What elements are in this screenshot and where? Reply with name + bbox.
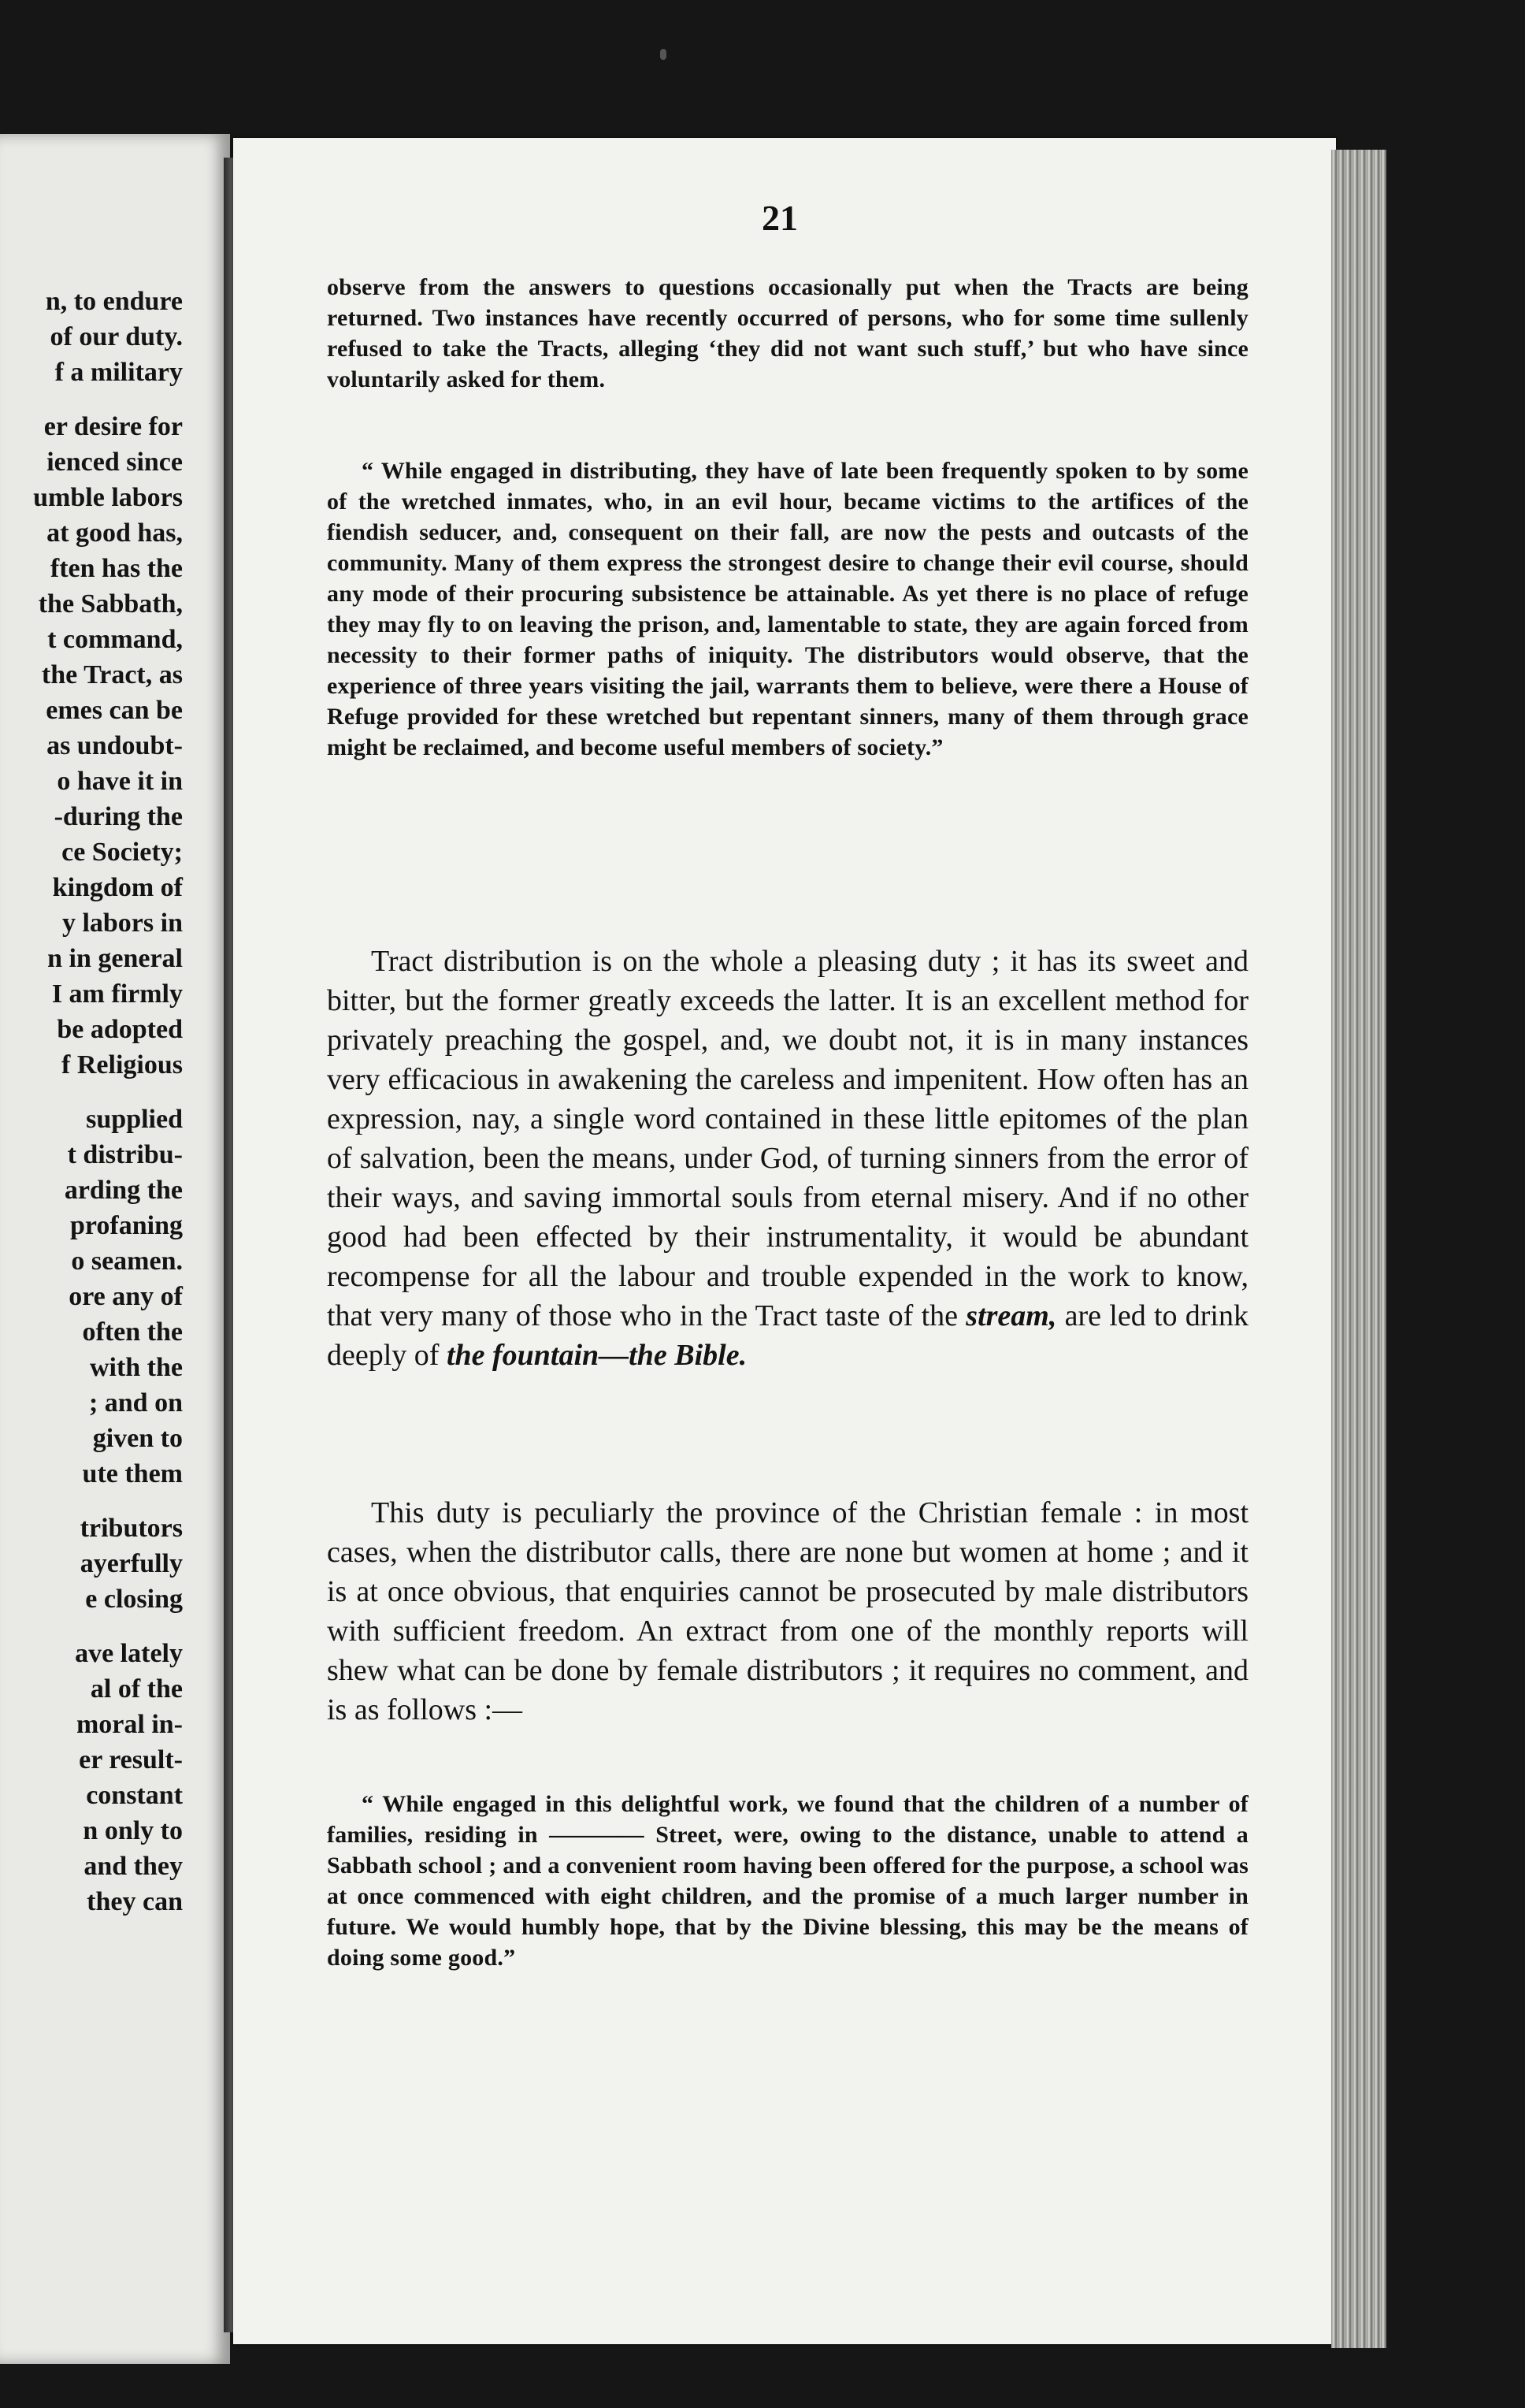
left-page-line: be adopted	[57, 1015, 183, 1044]
left-page-line: arding the	[64, 1176, 183, 1205]
left-page-line: profaning	[70, 1211, 183, 1240]
paragraph-tract-main: Tract distribution is on the whole a pleasing duty ; it has its sweet and bitter, but the former greatly exceeds the latter. It is an excellent method for privately preaching the gospel, and, we doubt not, it is in many instances very efficacious in awakening the careless and impenitent. How often has an expression, nay, a single word contained in these little epitomes of the plan of salvation, been the means, under God, of turning sinners from the error of their ways, and saving immortal souls from eternal misery. And if no other good had been effected by their instrumentality, it would be abundant recompense for all the labour and trouble expended in the work to know, that very many of those who in the Tract taste of the	[327, 945, 1249, 1332]
left-page-line	[0, 1617, 183, 1636]
left-page-line: ce Society;	[61, 838, 183, 867]
left-page-line: n in general	[47, 944, 183, 973]
left-page-line	[0, 1492, 183, 1511]
quote-returned-tracts	[327, 272, 1249, 395]
page-number: 21	[762, 198, 798, 238]
emphasis-fountain: the fountain—the Bible.	[446, 1339, 748, 1372]
left-page-line: ften has the	[50, 554, 183, 583]
left-page-line: t command,	[47, 625, 183, 654]
left-page-line: o seamen.	[71, 1247, 183, 1276]
left-page-line: e closing	[85, 1585, 183, 1614]
left-page-line: often the	[82, 1317, 183, 1347]
left-page-line: emes can be	[46, 696, 183, 725]
left-page-line: and they	[83, 1852, 183, 1881]
left-page-line: er result-	[79, 1745, 183, 1774]
left-page-line: constant	[86, 1781, 183, 1810]
left-page-text-column	[0, 284, 183, 1919]
quote-returned-tracts-text: observe from the answers to questions occasionally put when the Tracts are being returned. Two instances have recently occurred of persons, who for some time sullenly refused to take the Tracts, alleging ‘they did not want such stuff,’ but who have since voluntarily asked for them.	[327, 274, 1249, 392]
left-page-line: the Tract, as	[41, 660, 183, 689]
left-page-line: n, to endure	[45, 287, 183, 316]
ink-speck	[660, 49, 666, 60]
left-page-line: of our duty.	[50, 322, 183, 351]
left-facing-page	[0, 134, 230, 2364]
left-page-line: given to	[92, 1424, 183, 1453]
quote-sabbath-school-text: “ While engaged in this delightful work, we found that the children of a number of families, residing in ———— Street, were, owing to the distance, unable to attend a Sabbath school ; and a convenient room having been offered for the purpose, a school was at once commenced with eight children, and the promise of a much larger number in future. We would humbly hope, that by the Divine blessing, this may be the means of doing some good.”	[327, 1791, 1249, 1971]
left-page-line: f Religious	[61, 1050, 183, 1080]
left-page-line: I am firmly	[51, 979, 183, 1009]
left-page-line: y labors in	[61, 909, 183, 938]
left-page-line: they can	[87, 1887, 183, 1916]
emphasis-stream: stream,	[966, 1299, 1057, 1332]
left-page-line: tributors	[80, 1514, 183, 1543]
left-page-line: at good has,	[46, 518, 183, 548]
left-page-line: ore any of	[69, 1282, 183, 1311]
paragraph-christian-female	[327, 1493, 1249, 1730]
quote-sabbath-school	[327, 1789, 1249, 1973]
left-page-line: as undoubt-	[46, 731, 183, 760]
paragraph-tract-mid: are led to drink deeply of	[327, 1299, 1249, 1372]
left-page-line: ienced since	[46, 448, 183, 477]
left-page-line: ; and on	[88, 1388, 183, 1418]
left-page-line	[0, 1083, 183, 1102]
left-page-line: ute them	[82, 1459, 183, 1488]
left-page-line: o have it in	[57, 767, 183, 796]
left-page-line: n only to	[83, 1816, 183, 1845]
left-page-line: ave lately	[75, 1639, 183, 1668]
left-page-line: f a military	[54, 358, 183, 387]
paragraph-tract-distribution	[327, 942, 1249, 1375]
left-page-line: kingdom of	[52, 873, 183, 902]
left-page-line: ayerfully	[80, 1549, 183, 1578]
left-page-line: the Sabbath,	[38, 589, 183, 619]
paragraph-christian-female-text: This duty is peculiarly the province of the Christian female : in most cases, when the distributor calls, there are none but women at home ; and it is at once obvious, that enquiries cannot be prosecuted by male distributors with sufficient freedom. An extract from one of the monthly reports will shew what can be done by female distributors ; it requires no comment, and is as follows :—	[327, 1496, 1249, 1726]
quote-prison-inmates-text: “ While engaged in distributing, they have of late been frequently spoken to by some of the wretched inmates, who, in an evil hour, became victims to the artifices of the fiendish seducer, and, consequent on their fall, are now the pests and outcasts of the community. Many of them express the strongest desire to change their evil course, should any mode of their procuring subsistence be attainable. As yet there is no place of refuge they may fly to on leaving the prison, and, lamentable to state, they are again forced from necessity to their former paths of iniquity. The distributors would observe, that the experience of three years visiting the jail, warrants them to believe, were there a House of Refuge provided for these wretched but repentant sinners, many of them through grace might be reclaimed, and become useful members of society.”	[327, 458, 1249, 760]
left-page-line: supplied	[86, 1105, 183, 1134]
left-page-line: with the	[89, 1353, 183, 1382]
quote-prison-inmates	[327, 455, 1249, 763]
left-page-line: al of the	[90, 1674, 183, 1704]
left-page-line: -during the	[54, 802, 183, 831]
left-page-line	[0, 390, 183, 409]
left-page-line: moral in-	[76, 1710, 183, 1739]
left-page-line: umble labors	[33, 483, 183, 512]
left-page-line: er desire for	[43, 412, 183, 441]
page-edges	[1331, 150, 1386, 2348]
paragraph-tract-distribution-text	[327, 942, 1249, 1375]
left-page-line: t distribu-	[67, 1140, 183, 1169]
